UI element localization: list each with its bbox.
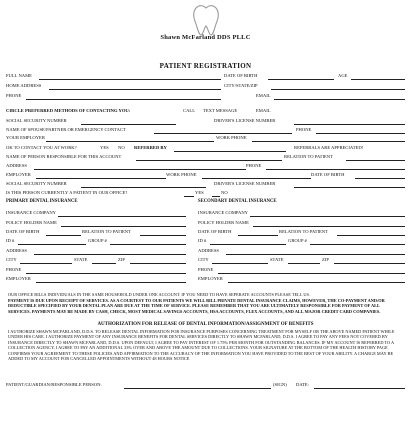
ok-contact-work-label: OK TO CONTACT YOU AT WORK? [6, 145, 77, 150]
your-employer-field[interactable]: YOUR EMPLOYER [6, 134, 214, 141]
primary-state-field[interactable]: STATE [74, 256, 116, 263]
payment-policy: PAYMENT IS DUE UPON RECEIPT OF SERVICES. AS A COURTESY TO OUR PATIENTS WE WILL BILL PRIVATE DENTAL INSURANCE CLAIMS, HOWEVER, THE CO-PAYMENT AND/OR DEDUCTIBLE SPECIFIED BY YOUR DENTAL PLAN ARE DUE AT THE TIME OF SERVICE. PLEASE REMEMBER THAT YOU ARE ULTIMATELY RESPONSIBLE FOR PAYMENT OF ALL SERVICES. PAYMENTS MAY BE MADE BY CASH, CHECK, MOST MEDICAL SAVINGS ACCOUNTS, HSA ACCOUNTS, FLEX ACCOUNTS, AND ALL MAJOR CREDIT CARD COMPANIES. [8, 298, 385, 314]
age-field[interactable]: AGE [338, 72, 405, 79]
primary-dob-field[interactable]: DATE OF BIRTH [6, 228, 81, 235]
primary-employer-field[interactable]: EMPLOYER [6, 275, 186, 282]
email-field[interactable]: EMAIL [256, 92, 405, 99]
responsible-relation-field[interactable]: RELATION TO PATIENT [284, 153, 405, 160]
primary-id-field[interactable]: ID # [6, 237, 86, 244]
secondary-employer-field[interactable]: EMPLOYER [198, 275, 405, 282]
primary-insurance-heading: PRIMARY DENTAL INSURANCE [6, 199, 78, 204]
text-message-option[interactable]: TEXT MESSAGE [203, 108, 238, 113]
responsible-address-field[interactable]: ADDRESS [6, 162, 246, 169]
secondary-holder-field[interactable]: POLICY HOLDER NAME [198, 219, 405, 226]
current-patient-yes[interactable]: YES [184, 189, 214, 196]
authorization-text: I AUTHORIZE SHAWN MCFARLAND, D.D.S. TO RELEASE DENTAL INFORMATION FOR INSURANCE PURPOSES CONCERNING TREATMENT FOR MYSELF OR THE ABOVE NAMED PATIENT WHILE UNDER HIS CARE. I AUTHORIZE PAYMENT OF ANY INSURANCE BENEFITS FOR DENTAL SERVICES DIRECTLY TO SHAWN MCFARLAND, D.D.S. I AGREE TO PAY ANY FEES NOT COVERED BY INSURANCE DIRECTLY TO SHAWN MCFARLAND, D.D.S. UPON DEFAULT, I AGREE TO PAY INTEREST OF 1.75% PER MONTH FOR OUTSTANDING BALANCES. IF MY ACCOUNT IS REFERRED TO A COLLECTION AGENCY, I AGREE TO PAY AN ADDITIONAL 33% OVER AND ABOVE THE AMOUNT DUE TO COLLECTIONS. YOUR SIGNATURE AT THE BOTTOM OF THE HEALTH HISTORY PAGE CONFIRMS YOUR AGREEMENT TO THESE POLICIES AND AFFIRMATION TO THE ACCURACY OF THE INFORMATION YOU HAVE PROVIDED TO THE BEST OF YOUR ABILITY. A CHARGE MAY BE ADDED TO MY ACCOUNT FOR CANCELLED APPOINTMENTS WITHOUT 48 HOURS NOTICE [8, 329, 395, 362]
primary-group-field[interactable]: GROUP # [88, 237, 186, 244]
secondary-id-field[interactable]: ID # [198, 237, 286, 244]
primary-holder-field[interactable]: POLICY HOLDER NAME [6, 219, 186, 226]
primary-city-field[interactable]: CITY [6, 256, 72, 263]
primary-zip-field[interactable]: ZIP [118, 256, 186, 263]
secondary-relation-field[interactable]: RELATION TO PATIENT [279, 228, 405, 235]
primary-address-field[interactable]: ADDRESS [6, 247, 186, 254]
secondary-phone-field[interactable]: PHONE [198, 266, 405, 273]
household-billing-note: OUR OFFICE BILLS INDIVIDUALS IN THE SAME HOUSEHOLD UNDER ONE ACCOUNT. IF YOU NEED TO HAVE SEPERATE ACCOUNTS PLEASE TELL US. [8, 292, 311, 297]
referred-by-field[interactable]: REFERRED BY [134, 144, 286, 151]
primary-relation-field[interactable]: RELATION TO PATIENT [82, 228, 186, 235]
call-option[interactable]: CALL [183, 108, 195, 113]
responsible-employer-field[interactable]: EMPLOYER [6, 171, 166, 178]
secondary-address-field[interactable]: ADDRESS [198, 247, 405, 254]
contact-methods-label: CIRCLE PREFERRED METHODS OF CONTACTING YOU: [6, 108, 131, 113]
responsible-phone-field[interactable]: PHONE [246, 162, 405, 169]
tooth-logo-icon [188, 2, 224, 38]
primary-phone-field[interactable]: PHONE [6, 266, 186, 273]
city-state-zip-field[interactable]: CITY/STATE/ZIP [224, 82, 405, 89]
home-address-field[interactable]: HOME ADDRESS [6, 82, 221, 89]
responsible-work-phone-field[interactable]: WORK PHONE [166, 171, 311, 178]
current-patient-no[interactable]: NO [212, 189, 242, 196]
referrals-note: REFERRALS ARE APPRECIATED! [294, 145, 364, 150]
drivers-license-field[interactable]: DRIVER'S LICENSE NUMBER [214, 117, 405, 124]
work-phone-field[interactable]: WORK PHONE [216, 134, 405, 141]
authorization-heading: AUTHORIZATION FOR RELEASE OF DENTAL INFORMATION/ASSIGNMENT OF BENEFITS [97, 322, 314, 327]
secondary-city-field[interactable]: CITY [198, 256, 268, 263]
responsible-dl-field[interactable]: DRIVER'S LICENSE NUMBER [214, 180, 405, 187]
responsible-dob-field[interactable]: DATE OF BIRTH [311, 171, 405, 178]
secondary-state-field[interactable]: STATE [270, 256, 320, 263]
page-title: PATIENT REGISTRATION [159, 62, 252, 70]
email-option[interactable]: EMAIL [256, 108, 271, 113]
signature-date-field[interactable]: DATE: [296, 381, 405, 388]
ok-contact-yes[interactable]: YES [100, 145, 109, 150]
secondary-insurance-heading: SECONDARY DENTAL INSURANCE [198, 199, 277, 204]
responsible-name-field[interactable]: NAME OF PERSON RESPONSIBLE FOR THIS ACCOUNT [6, 153, 282, 160]
ssn-field[interactable]: SOCIAL SECURITY NUMBER [6, 117, 176, 124]
current-patient-label: IS THIS PERSON CURRENTLY A PATIENT IN OUR OFFICE? [6, 190, 128, 195]
secondary-company-field[interactable]: INSURANCE COMPANY [198, 209, 405, 216]
sign-label: (SIGN) [273, 382, 287, 387]
primary-company-field[interactable]: INSURANCE COMPANY [6, 209, 186, 216]
secondary-zip-field[interactable]: ZIP [322, 256, 405, 263]
secondary-group-field[interactable]: GROUP # [288, 237, 405, 244]
spouse-phone-field[interactable]: PHONE [296, 126, 405, 133]
phone-field[interactable]: PHONE [6, 92, 221, 99]
secondary-dob-field[interactable]: DATE OF BIRTH [198, 228, 278, 235]
spouse-contact-field[interactable]: NAME OF SPOUSE/PARTNER OR EMERGENCY CONTACT [6, 126, 292, 133]
practice-name: Shawn McFarland DDS PLLC [160, 34, 251, 41]
signature-field[interactable]: PATIENT/GUARDIAN/RESPONSIBLE PERSON: [6, 381, 271, 388]
ok-contact-no[interactable]: NO [118, 145, 125, 150]
responsible-ssn-field[interactable]: SOCIAL SECURITY NUMBER [6, 180, 206, 187]
full-name-field[interactable]: FULL NAME [6, 72, 221, 79]
dob-field[interactable]: DATE OF BIRTH [224, 72, 334, 79]
